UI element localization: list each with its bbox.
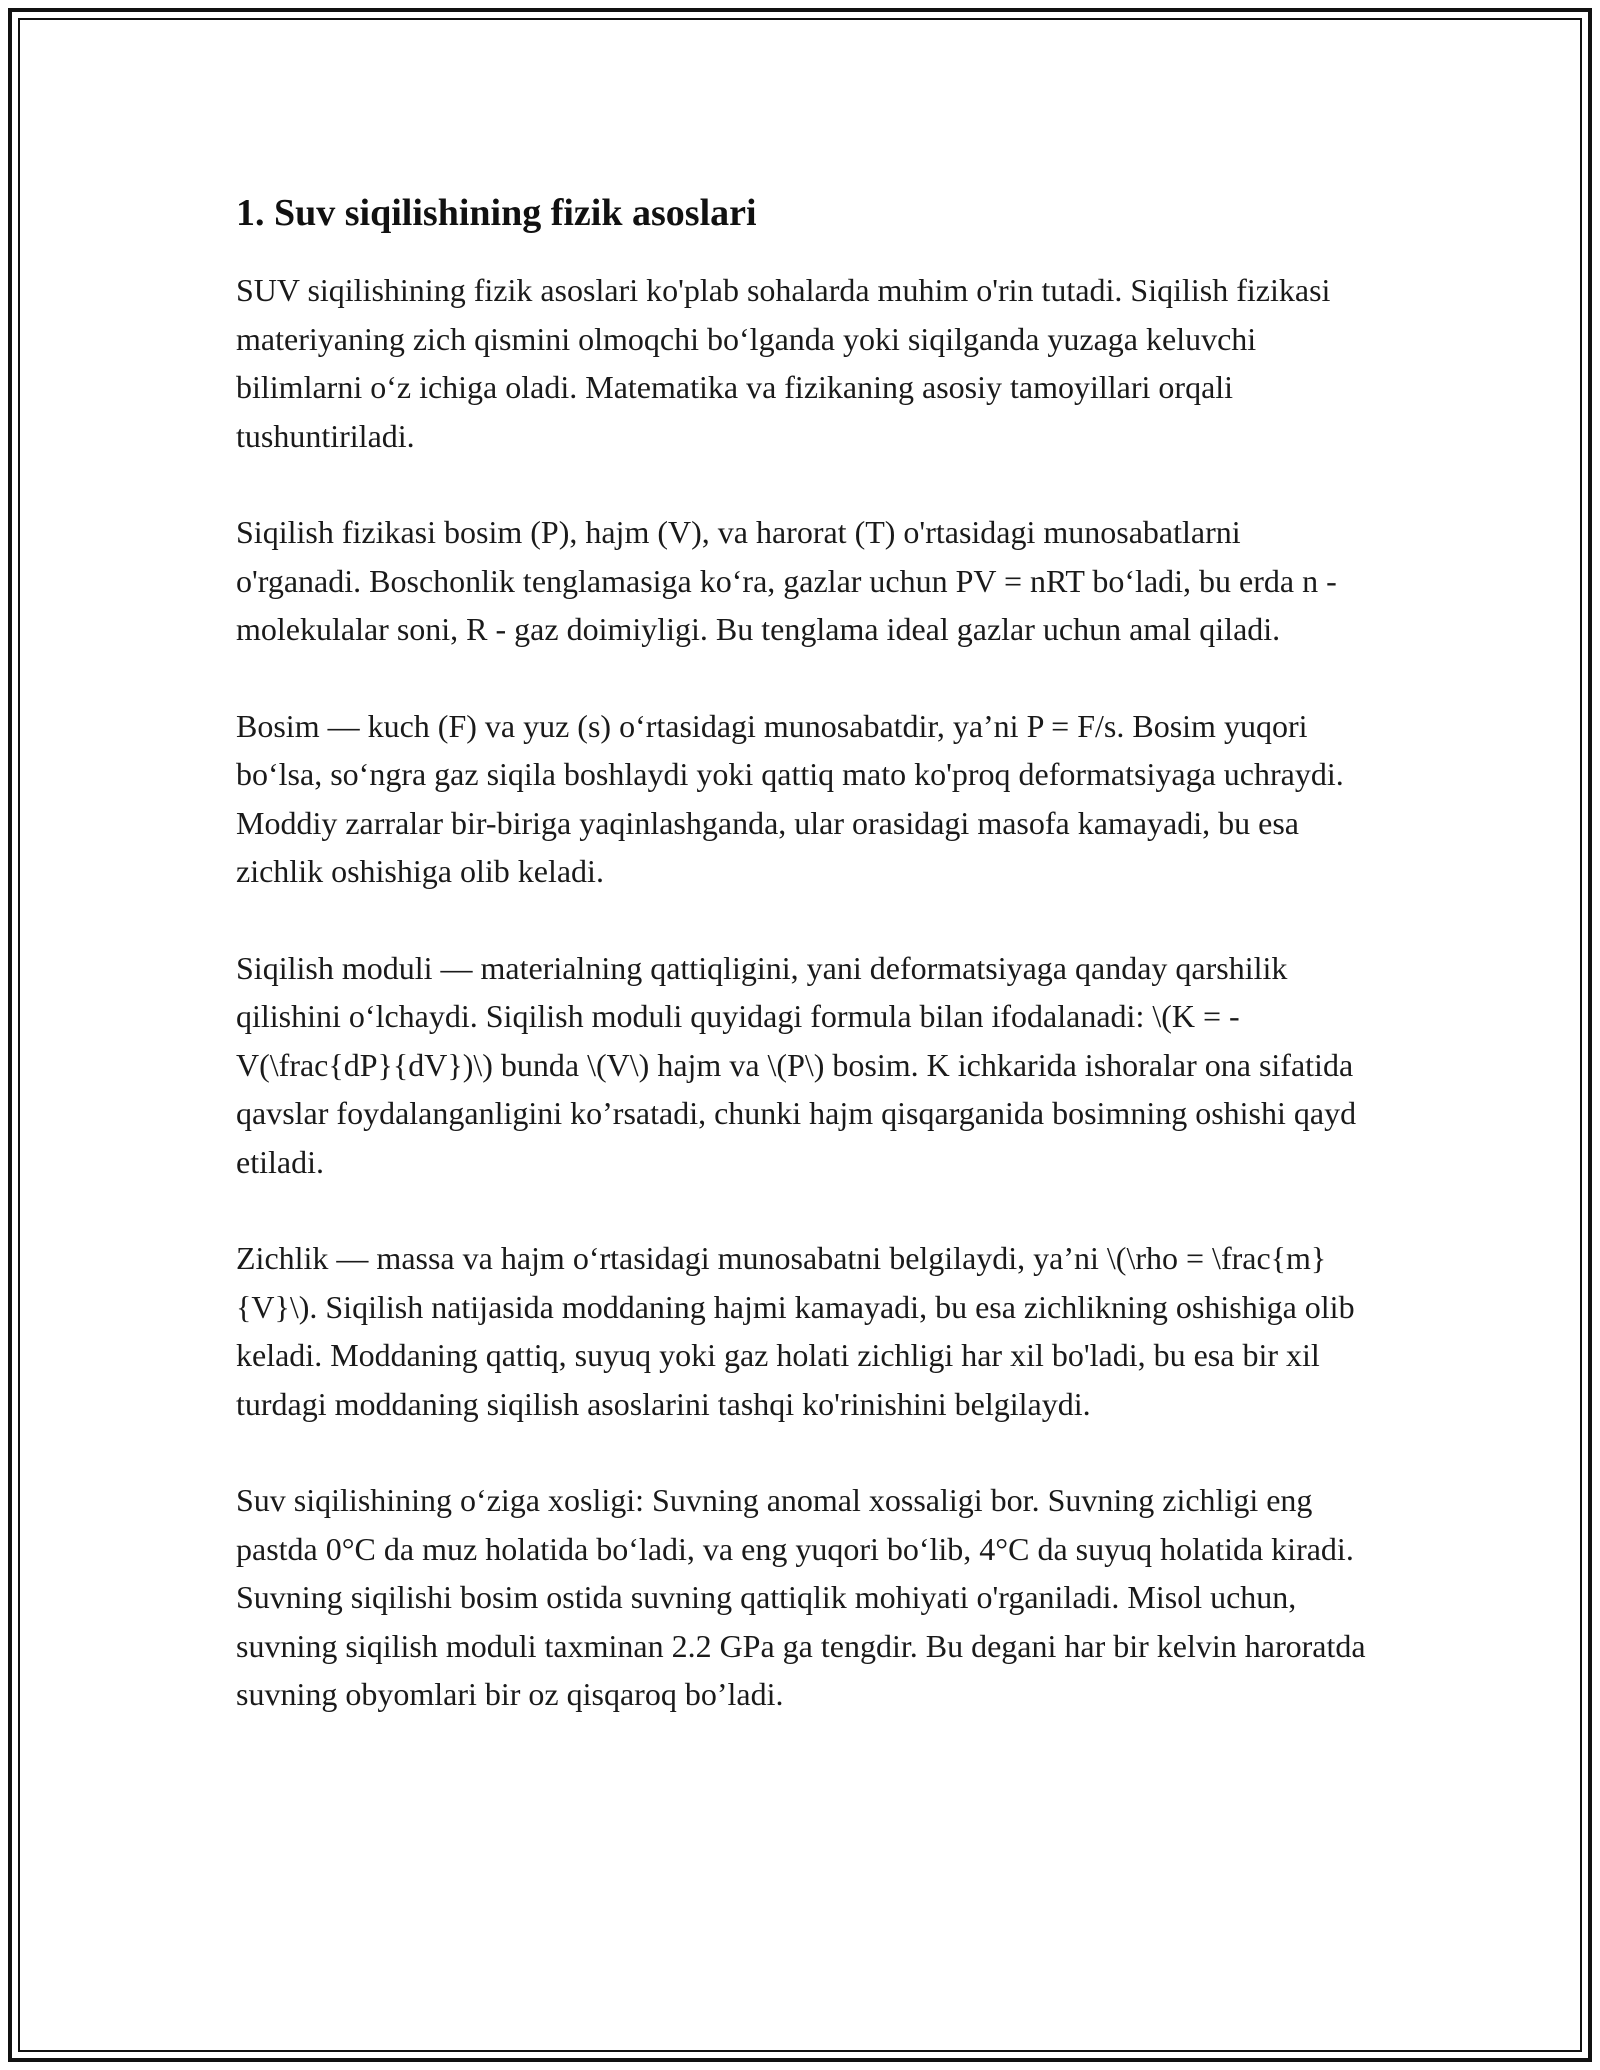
section-heading: 1. Suv siqilishining fizik asoslari [236, 192, 757, 234]
paragraph-bulk-modulus: Siqilish moduli — materialning qattiqligini, yani deformatsiyaga qanday qarshilik qilishini o‘lchaydi. Siqilish moduli quyidagi formula bilan ifodalanadi: \(K = -V(\frac{dP}{dV})\) bunda \(V\) hajm va \(P\) bosim. K ichkarida ishoralar ona sifatida qavslar foydalanganligini ko’rsatadi, chunki hajm qisqarganida bosimning oshishi qayd etiladi. [236, 949, 1357, 1180]
paragraph-pressure: Bosim — kuch (F) va yuz (s) o‘rtasidagi munosabatdir, ya’ni P = F/s. Bosim yuqori bo‘lsa, so‘ngra gaz siqila boshlaydi yoki qattiq mato ko'proq deformatsiyaga uchraydi. Moddiy zarralar bir-biriga yaqinlashganda, ular orasidagi masofa kamayadi, bu esa zichlik oshishiga olib keladi. [236, 707, 1344, 889]
paragraph-ideal-gas: Siqilish fizikasi bosim (P), hajm (V), va harorat (T) o'rtasidagi munosabatlarni o'rganadi. Boschonlik tenglamasiga ko‘ra, gazlar uchun PV = nRT bo‘ladi, bu erda n - molekulalar soni, R - gaz doimiyligi. Bu tenglama ideal gazlar uchun amal qiladi. [236, 514, 1337, 647]
document-body [236, 184, 1366, 1719]
paragraph-water-anomaly: Suv siqilishining o‘ziga xosligi: Suvning anomal xossaligi bor. Suvning zichligi eng pastda 0°C da muz holatida bo‘ladi, va eng yuqori bo‘lib, 4°C da suyuq holatida kiradi. Suvning siqilishi bosim ostida suvning qattiqlik mohiyati o'rganiladi. Misol uchun, suvning siqilish moduli taxminan 2.2 GPa ga tengdir. Bu degani har bir kelvin haroratda suvning obyomlari bir oz qisqaroq bo’ladi. [236, 1482, 1366, 1712]
paragraph-intro: SUV siqilishining fizik asoslari ko'plab sohalarda muhim o'rin tutadi. Siqilish fizikasi materiyaning zich qismini olmoqchi bo‘lganda yoki siqilganda yuzaga keluvchi bilimlarni o‘z ichiga oladi. Matematika va fizikaning asosiy tamoyillari orqali tushuntiriladi. [236, 272, 1331, 454]
paragraph-density: Zichlik — massa va hajm o‘rtasidagi munosabatni belgilaydi, ya’ni \(\rho = \frac{m}{V}\). Siqilish natijasida moddaning hajmi kamayadi, bu esa zichlikning oshishiga olib keladi. Moddaning qattiq, suyuq yoki gaz holati zichligi har xil bo'ladi, bu esa bir xil turdagi moddaning siqilish asoslarini tashqi ko'rinishini belgilaydi. [236, 1240, 1355, 1422]
